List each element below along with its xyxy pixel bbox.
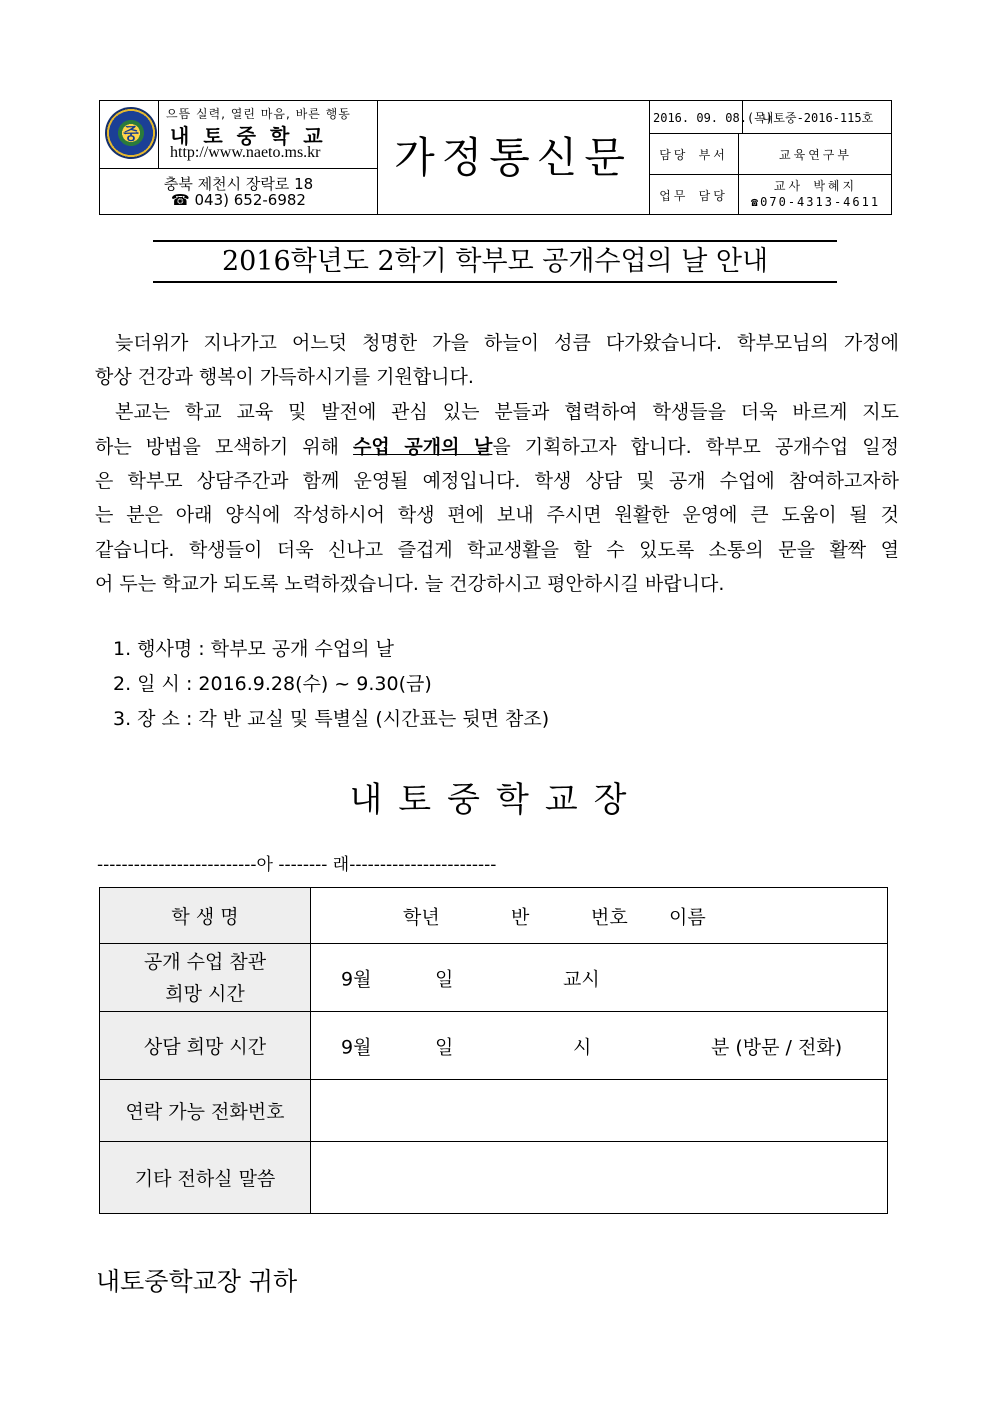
form-label: 상담 희망 시간 (100, 1012, 311, 1080)
month-label: 9월 (341, 968, 372, 990)
paragraph-line: 은 학부모 상담주간과 함께 운영될 예정입니다. 학생 상담 및 공개 수업에 참여하고자하 (95, 470, 899, 492)
event-item: 1. 행사명 : 학부모 공개 수업의 날 (113, 638, 395, 660)
school-motto: 으뜸 실력, 열린 마음, 바른 행동 (166, 107, 351, 121)
observation-time-field[interactable] (311, 944, 888, 1012)
logo-emblem-icon: 중 (123, 124, 139, 143)
document-number: 내토중-2016-115호 (761, 111, 874, 125)
paragraph-line: 같습니다. 학생들이 더욱 신나고 즐겁게 학교생활을 할 수 있도록 소통의 문을 활짝 열 (95, 539, 899, 561)
class-label: 반 (511, 906, 530, 928)
grade-label: 학년 (403, 906, 440, 928)
document-title: 2016학년도 2학기 학부모 공개수업의 날 안내 (153, 240, 837, 283)
minute-label: 분 (방문 / 전화) (711, 1036, 843, 1058)
paragraph-line: 본교는 학교 교육 및 발전에 관심 있는 분들과 협력하여 학생들을 더욱 바르게 지도 (115, 401, 899, 423)
counseling-time-field[interactable] (311, 1012, 888, 1080)
day-label: 일 (435, 1036, 454, 1058)
highlight-text: 수업 공개의 날 (353, 436, 493, 458)
signature-line: 내토중학교장 귀하 (96, 1267, 298, 1296)
issue-date: 2016. 09. 08.(목) (653, 111, 773, 125)
name-label: 이름 (669, 906, 706, 928)
day-label: 일 (435, 968, 454, 990)
form-label: 기타 전하실 말씀 (100, 1142, 311, 1214)
hour-label: 시 (573, 1036, 592, 1058)
month-label: 9월 (341, 1036, 372, 1058)
principal-name: 내토중학교장 (349, 780, 643, 820)
form-label: 공개 수업 참관 희망 시간 (100, 944, 311, 1012)
paragraph-line: 늦더위가 지나가고 어느덧 청명한 가을 하늘이 성큼 다가왔습니다. 학부모님의 가정에 (115, 332, 899, 354)
school-logo (100, 101, 158, 168)
period-label: 교시 (563, 968, 600, 990)
staff-name: 교사 박혜지 (773, 179, 858, 193)
school-name: 내토중학교 (170, 124, 337, 148)
reply-form (99, 887, 888, 1214)
message-field[interactable] (311, 1142, 888, 1214)
school-phone: ☎ 043) 652-6982 (171, 191, 306, 209)
school-url: http://www.naeto.ms.kr (170, 144, 321, 161)
event-item: 3. 장 소 : 각 반 교실 및 특별실 (시간표는 뒷면 참조) (113, 708, 550, 730)
staff-phone: ☎070-4313-4611 (750, 195, 881, 209)
staff-label: 업무 담당 (659, 189, 728, 203)
form-label: 학 생 명 (100, 888, 311, 944)
cut-line: --------------------------아 -------- 래------------------------ (97, 855, 497, 875)
student-name-field[interactable] (311, 888, 888, 944)
paragraph-line: 항상 건강과 행복이 가득하시기를 기원합니다. (95, 366, 474, 388)
letterhead (99, 100, 892, 215)
department-label: 담당 부서 (659, 148, 728, 162)
phone-number-field[interactable] (311, 1080, 888, 1142)
number-label: 번호 (591, 906, 628, 928)
department-value: 교육연구부 (779, 148, 852, 162)
event-item: 2. 일 시 : 2016.9.28(수) ~ 9.30(금) (113, 673, 432, 695)
paragraph-line: 어 두는 학교가 되도록 노력하겠습니다. 늘 건강하시고 평안하시길 바랍니다. (95, 573, 725, 595)
newsletter-title: 가정통신문 (394, 133, 632, 182)
school-address: 충북 제천시 장락로 18 (163, 175, 314, 193)
paragraph-line: 는 분은 아래 양식에 작성하시어 학생 편에 보내 주시면 원활한 운영에 큰 도움이 될 것 (95, 504, 899, 526)
paragraph-line: 하는 방법을 모색하기 위해 수업 공개의 날을 기획하고자 합니다. 학부모 공개수업 일정 (95, 436, 899, 458)
form-label: 연락 가능 전화번호 (100, 1080, 311, 1142)
